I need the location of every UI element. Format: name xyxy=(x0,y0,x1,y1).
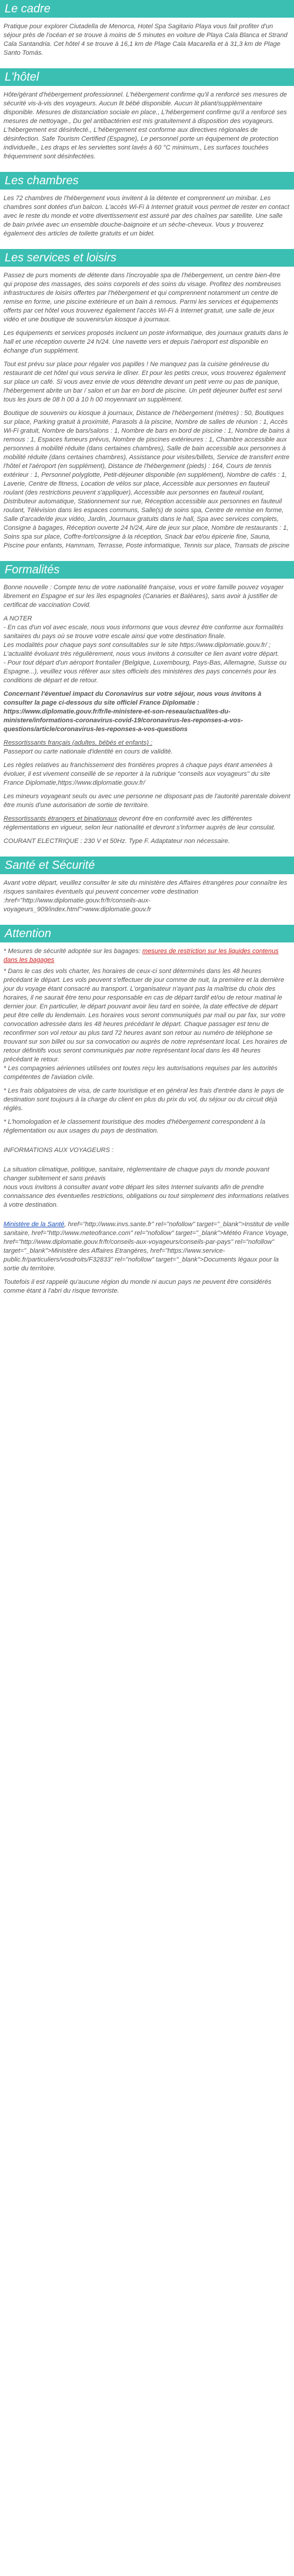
text: * Mesures de sécurité adoptée sur les bagages: xyxy=(4,948,143,955)
section-formalites xyxy=(4,561,290,846)
paragraph: Les règles relatives au franchissement des frontières propres à chaque pays étant amenées à évoluer, il est vivement conseillé de se reporter à la rubrique "conseils aux voyageurs" du site France Diplomatie,https://www.diplomatie.gouv.fr/ xyxy=(4,762,273,786)
section-title: Les services et loisirs xyxy=(0,249,294,267)
paragraph: Bonne nouvelle : Compte tenu de votre nationalité française, vous et votre famille pouvez voyager librement en Espagne et sur les îles espagnoles (Canaries et Baléares), sans avoir à justifier de certificat de vaccination Covid. xyxy=(4,584,284,609)
paragraph: Concernant l'éventuel impact du Coronavirus sur votre séjour, nous vous invitons à consulter la page ci-dessous du site officiel France Diplomatie : https://www.diplomatie.gouv.fr/fr/le-ministere-et-son-reseau/actualites-du-ministere/informations-coronavirus-covid-19/coronavirus-les-reponses-a-vos-questions/article/coronavirus-les-reponses-a-vos-questions xyxy=(4,691,262,733)
paragraph: Les équipements et services proposés incluent un poste informatique, des journaux gratuits dans le hall et une réception ouverte 24 h/24. Une navette vers et depuis l'aéroport est disponible en échange d'un supplément. xyxy=(4,330,289,354)
section-title: Les chambres xyxy=(0,172,294,190)
paragraph: * Les frais obligatoires de visa, de carte touristique et en général les frais d'entrée dans le pays de destination sont toujours à la charge du client en plus du prix du vol, du séjour ou du circuit déjà réglés. xyxy=(4,1087,284,1112)
paragraph: Passez de purs moments de détente dans l'incroyable spa de l'hébergement, un centre bien-être qui propose des massages, des soins corporels et des soins du visage. Profitez des nombreuses infrastructures de loisirs offertes par l'hébergement et qui comprennent notamment un centre de remise en forme, une piscine extérieure et un bain à remous. Parmi les services et équipements offerts par cet hôtel vous trouverez également l'accès Wi-Fi à Internet gratuit, une salle de jeux vidéo et une boutique de souvenirs/un kiosque à journaux. xyxy=(4,272,282,323)
section-title: Santé et Sécurité xyxy=(0,857,294,874)
section-chambres xyxy=(4,172,290,238)
paragraph: * Dans le cas des vols charter, les horaires de ceux-ci sont déterminés dans les 48 heures précédant le départ. Les vols peuvent s'effectuer de jour comme de nuit, la première et la dernière jour du voyage étant consacré au transport. L'organisateur n'ayant pas la maîtrise du choix des horaires, il ne saurait être tenu pour responsable en cas de départ tardif et/ou de retour matinal le dernier jour. En particulier, le départ pouvant avoir lieu tard en soirée, la date effective de départ peut être celle du lendemain. Les horaires vous seront communiqués par mail ou par fax, sur votre convocation adressée dans les 48 heures précédant le départ. Chaque passager est tenu de reconfirmer son vol retour au plus tard 72 heures avant son retour au numéro de téléphone se trouvant sur son billet ou sur sa convocation ou auprès de notre représentant local. Les horaires de retour définitifs vous seront communiqués par notre représentant local dans les 48 heures précédant le retour. * Les compagnies aériennes utilisées ont toutes reçu les autorisations requises par les autorités compétentes de l'aviation civile. xyxy=(4,968,288,1081)
paragraph: INFORMATIONS AUX VOYAGEURS : xyxy=(4,1147,114,1154)
section-title: Le cadre xyxy=(0,0,294,18)
section-text: Avant votre départ, veuillez consulter le site du ministère des Affaires étrangères pour connaître les risques sanitaires éventuels qui peuvent concerner votre destination :href="http://www.diplomatie.gouv.fr/fr/conseils-aux-voyageurs_909/index.html">www.diplomatie.gouv.fr xyxy=(4,879,288,913)
spacer xyxy=(4,1210,290,1216)
paragraph xyxy=(4,947,290,965)
paragraph: COURANT ELECTRIQUE : 230 V et 50Hz. Type F. Adaptateur non nécessaire. xyxy=(4,838,230,845)
paragraph: Boutique de souvenirs ou kiosque à journaux, Distance de l'hébergement (mètres) : 50, Boutiques sur place, Parking gratuit à proximité, Parasols à la piscine, Nombre de salles de réunion : 1, Accès Wi-Fi gratuit, Nombre de bars/salons : 1, Nombre de bars en bord de piscine : 1, Nombre de bains à remous : 1, Espaces fumeurs prévus, Nombre de piscines extérieures : 1, Chambre accessible aux personnes à mobilité réduite (dans certaines chambres), Salle de bain accessible aux personnes à mobilité réduite (dans certaines chambres), Assistance pour visites/billets, Service de transfert entre l'hôtel et l'aéroport (en supplément), Distance de l'hébergement (pieds) : 164, Cours de tennis extérieur : 1, Personnel polyglotte, Petit-déjeuner disponible (en supplément), Nombre de cafés : 1, Laverie, Centre de fitness, Location de vélos sur place, Accessible aux personnes en fauteuil roulant (des restrictions peuvent s'appliquer), Accessible aux personnes en fauteuil roulant, Distributeur automatique, Stationnement sur rue, Réception accessible aux personnes en fauteuil roulant, Télévision dans les espaces communs, Salle(s) de soins spa, Centre de remise en forme, Salle d'arcade/de jeux vidéo, Jardin, Journaux gratuits dans le hall, Spa avec services complets, Consigne à bagages, Réception ouverte 24 h/24, Aire de jeux sur place, Nombre de restaurants : 1, Soins spa sur place, Coffre-fort/consigne à la réception, Snack bar et/ou épicerie fine, Sauna, Piscine pour enfants, Hammam, Terrasse, Poste informatique, Tennis sur place, Transats de piscine xyxy=(4,410,290,549)
section-title: L'hôtel xyxy=(0,68,294,86)
text: Passeport ou carte nationale d'identité en cours de validité. xyxy=(4,748,173,755)
paragraph: * L'homologation et le classement touristique des modes d'hébergement correspondent à la réglementation ou aux usages du pays de destination. xyxy=(4,1118,266,1134)
section-sante xyxy=(4,857,290,914)
label: Ressortissants étrangers et binationaux xyxy=(4,815,118,822)
paragraph: La situation climatique, politique, sanitaire, réglementaire de chaque pays du monde pouvant changer subitement et sans préavis nous vous invitons à consulter avant votre départ les sites Internet suivants afin de prendre connaissance des éventuelles restrictions, obligations ou tout simplement des informations relatives à votre destination. xyxy=(4,1166,289,1209)
paragraph: Tout est prévu sur place pour régaler vos papilles ! Ne manquez pas la cuisine généreuse du restaurant de cet hôtel qui vous servira le dîner. Et pour les petits creux, vous trouverez également sur place un café. Si vous avez envie de vous détendre devant un petit verre ou pas de panique, l'hébergement abrite un bar / salon et un bar en bord de piscine. Un petit déjeuner buffet est servi tous les jours de 08 h 00 à 10 h 00 moyennant un supplément. xyxy=(4,361,286,403)
section-attention xyxy=(4,925,290,1296)
section-services xyxy=(4,249,290,550)
section-cadre xyxy=(4,0,290,58)
section-text: Hôte/gérant d'hébergement professionnel. L'hébergement confirme qu'il a renforcé ses mesures de sécurité vis-à-vis des voyageurs. Aucun lit bébé disponible. Aucun lit pliant/supplémentaire disponible. Mesures de distanciation sociale en place., L'hébergement confirme qu'il a renforcé ses mesures de nettoyage., Du gel antibactérien est mis gratuitement à disposition des voyageurs. L'hébergement est désinfecté., L'hébergement est conforme aux directives régionales de désinfection. Safe Tourism Certified (Espagne), Le personnel porte un équipement de protection individuelle., Les draps et les serviettes sont lavés à 60 °C minimum., Les surfaces touchées fréquemment sont désinfectées. xyxy=(4,91,288,160)
paragraph xyxy=(4,1220,290,1273)
section-text: Pratique pour explorer Ciutadella de Menorca, Hotel Spa Sagitario Playa vous fait profiter d'un séjour près de l'océan et se trouve à moins de 5 minutes en voiture de Playa Cala Blanca et Strand Cala Santandria. Cet hôtel 4 se trouve à 16,1 km de Plage Cala Macarella et à 31,3 km de Plage Santo Tomás. xyxy=(4,23,288,57)
paragraph: Toutefois il est rappelé qu'aucune région du monde ni aucun pays ne peuvent être considérés comme étant à l'abri du risque terroriste. xyxy=(4,1279,272,1294)
paragraph: A NOTER - En cas d'un vol avec escale, nous vous informons que vous devrez être conforme aux formalités sanitaires du pays où se trouve votre escale ainsi que votre destination finale. Les modalités pour chaque pays sont consultables sur le site https://www.diplomatie.gouv.fr/ ; L'actualité évoluant très régulièrement, nous vous invitons à consulter ce lien avant votre départ. - Pour tout départ d'un aéroport frontalier (Belgique, Luxembourg, Pays-Bas, Allemagne, Suisse ou Espagne...), veuillez vous référer aux sites officiels des ministères des pays concernés pour les conditions de départ et de retour. xyxy=(4,615,287,684)
section-text: Les 72 chambres de l'hébergement vous invitent à la détente et comprennent un minibar. Les chambres sont dotées d'un balcon. L'accès Wi-Fi à Internet gratuit vous permet de rester en contact avec le reste du monde et votre divertissement est assuré par des chaînes par satellite. Une salle de bain privée avec un ensemble douche-baignoire et un sèche-cheveux. Vous y trouverez également des articles de toilette gratuits et un bidet. xyxy=(4,195,289,237)
paragraph xyxy=(4,815,290,832)
text: devront être en conformité avec les différentes réglementations en vigueur, selon leur nationalité et devront s'informer auprès de leur consulat. xyxy=(4,815,276,831)
text: , href="http://www.invs.sante.fr" rel="nofollow" target="_blank">Institut de veille sanitaire, href="http://www.meteofrance.com" rel="nofollow" target="_blank">Météo France Voyage, href="http://www.diplomatie.gouv.fr/fr/conseils-aux-voyageurs/conseils-par-pays" rel="nofollow" target="_blank">Ministère des Affaires Etrangères, href="https://www.service-public.fr/particuliers/vosdroits/F32833" rel="nofollow" target="_blank">Documents légaux pour la sortie du territoire. xyxy=(4,1221,289,1272)
label: Ressortissants français (adultes, bébés et enfants) : xyxy=(4,739,153,746)
section-hotel xyxy=(4,68,290,161)
restrictions-link[interactable]: mesures de restriction sur les liquides contenus dans les bagages xyxy=(4,948,279,964)
paragraph: Les mineurs voyageant seuls ou avec une personne ne disposant pas de l'autorité parentale doivent être munis d'une autorisation de sortie de territoire. xyxy=(4,793,290,809)
spacer xyxy=(4,1136,290,1141)
sante-link[interactable]: Ministère de la Santé xyxy=(4,1221,65,1228)
paragraph xyxy=(4,739,290,756)
spacer xyxy=(4,1155,290,1161)
section-title: Formalités xyxy=(0,561,294,579)
section-title: Attention xyxy=(0,925,294,942)
